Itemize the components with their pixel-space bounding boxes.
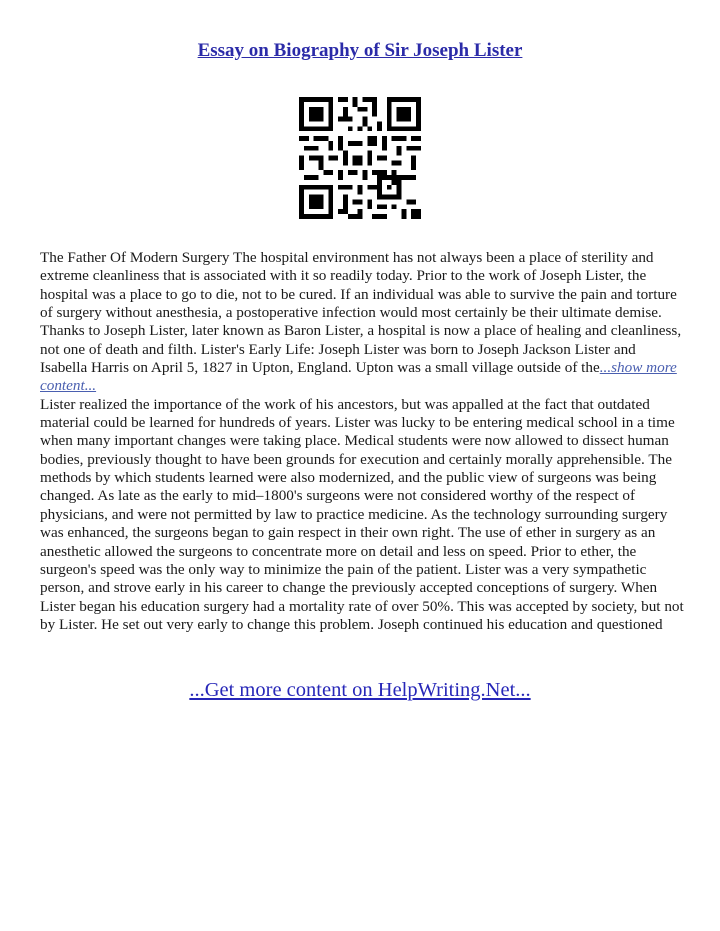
qr-code-image — [299, 97, 421, 219]
page-title[interactable]: Essay on Biography of Sir Joseph Lister — [197, 40, 523, 61]
essay-paragraph-2: Lister realized the importance of the work of his ancestors, but was appalled at the fact that outdated material could be learned for hundreds of years. Lister was lucky to be entering medical school in a time when many important changes were taking place. Medical students were now allowed to dissect human bodies, previously thought to have been grounds for execution and certainly morally apprehensible. The methods by which students learned were also modernized, and the public view of surgeons was being changed. As late as the early to mid–1800's surgeons were not considered worthy of the respect of physicians, and were not permitted by law to practice medicine. As the technology surrounding surgery was enhanced, the surgeons began to gain respect in their own right. The use of ether in surgery as an anesthetic allowed the surgeons to concentrate more on detail and less on speed. Prior to ether, the surgeon's speed was the only way to minimize the pain of the patient. Lister was a very sympathetic person, and strove early in his career to change the previously accepted conceptions of surgery. When Lister began his education surgery had a mortality rate of over 50%. This was accepted by society, but not by Lister. He set out very early to change this problem. Joseph continued his education and questioned — [40, 395, 684, 633]
show-more-link[interactable]: ...show more content... — [40, 359, 677, 395]
essay-body — [40, 249, 685, 634]
essay-paragraph-1 — [40, 249, 685, 396]
get-more-content-link[interactable]: ...Get more content on HelpWriting.Net... — [189, 679, 531, 701]
paragraph-1-text: The Father Of Modern Surgery The hospital environment has not always been a place of sterility and extreme cleanliness that is associated with it so readily today. Prior to the work of Joseph Lister, the hospital was a place to go to die, not to be cured. If an individual was able to survive the pain and torture of surgery without anesthesia, a postoperative infection would most certainly be their ultimate demise. Thanks to Joseph Lister, later known as Baron Lister, a hospital is now a place of healing and cleanliness, not one of death and filth. Lister's Early Life: Joseph Lister was born to Joseph Jackson Lister and Isabella Harris on April 5, 1827 in Upton, England. Upton was a small village outside of the — [40, 249, 682, 377]
